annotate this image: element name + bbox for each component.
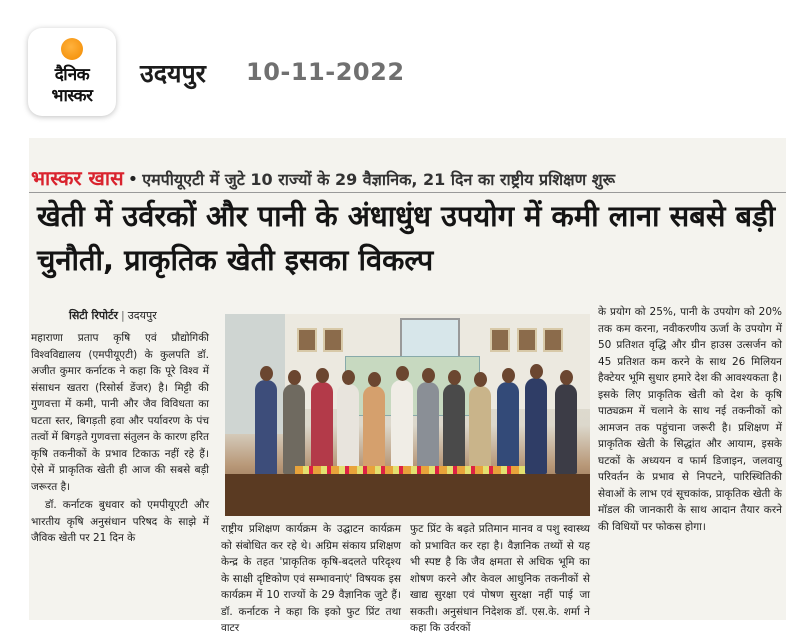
byline-separator: | — [121, 309, 125, 322]
photo-person — [417, 382, 439, 474]
photo-portrait — [490, 328, 510, 352]
article-column-3 — [410, 521, 590, 634]
edition-city: उदयपुर — [140, 59, 206, 88]
paragraph: राष्ट्रीय प्रशिक्षण कार्यक्रम के उद्घाटन कार्यक्रम को संबोधित कर रहे थे। अग्रिम संकाय प्रशिक्षण केन्द्र के तहत 'प्राकृतिक कृषि-बदलते परिदृश्य के साक्षी दृष्टिकोण एवं सम्भावनाएं' विषयक इस कार्यक्रम में 10 राज्यों के 29 वैज्ञानिक जुटे हैं। डॉ. कर्नाटक ने कहा कि इको फुट प्रिंट तथा वाटर — [221, 523, 401, 634]
newspaper-clipping[interactable] — [29, 138, 786, 634]
photo-table — [225, 474, 590, 516]
dainik-bhaskar-logo[interactable] — [28, 28, 116, 116]
photo-person — [443, 384, 465, 474]
photo-person-head — [260, 366, 273, 381]
photo-person-head — [530, 364, 543, 379]
paragraph: महाराणा प्रताप कृषि एवं प्रौद्योगिकी विश्वविद्यालय (एमपीयूएटी) के कुलपति डॉ. अजीत कुमार कर्नाटक ने कहा कि पूरे विश्व में संसाधन खतरा (रिसोर्स डेंजर) है। मिट्टी की गुणवत्ता में कमी, पानी और जैव विविधता का घटता स्तर, बिगड़ती हवा और पर्यावरण के पंच तत्वों में बिगड़ते गुणवत्ता संतुलन के कारण हरित कृषि तकनीकों के प्रभाव टिकाऊ नहीं रहे हैं। ऐसे में प्राकृतिक खेती ही आज की सबसे बड़ी जरूरत है। — [31, 332, 209, 493]
article-column-4 — [598, 304, 782, 620]
article-headline: खेती में उर्वरकों और पानी के अंधाधुंध उपयोग में कमी लाना सबसे बड़ी चुनौती, प्राकृतिक खेती इसका विकल्प — [37, 199, 776, 277]
photo-person — [555, 384, 577, 474]
photo-person-head — [396, 366, 409, 381]
photo-person-head — [502, 368, 515, 383]
section-tag: भास्कर खास — [31, 166, 124, 190]
paragraph: फुट प्रिंट के बढ़ते प्रतिमान मानव व पशु स्वास्थ्य को प्रभावित कर रहा है। वैज्ञानिक तथ्यों से यह भी स्पष्ट है कि जैव क्षमता से अधिक भूमि का शोषण करने और केवल आधुनिक तकनीकों से खाद्य सुरक्षा एवं पोषण सुरक्षा नहीं पाई जा सकती। अनुसंधान निदेशक डॉ. एस.के. शर्मा ने कहा कि उर्वरकों — [410, 523, 590, 634]
logo-text-line1: दैनिक — [54, 65, 90, 85]
photo-person — [391, 380, 413, 474]
bullet-separator: • — [127, 169, 139, 190]
photo-person — [363, 386, 385, 474]
photo-portrait — [297, 328, 317, 352]
photo-person-head — [474, 372, 487, 387]
photo-screen — [400, 318, 460, 358]
logo-text-line2: भास्कर — [51, 86, 93, 106]
photo-person-head — [448, 370, 461, 385]
photo-person — [311, 382, 333, 474]
article-column-2 — [221, 521, 401, 634]
sun-icon — [61, 38, 83, 60]
photo-portrait — [323, 328, 343, 352]
article-column-1 — [31, 330, 209, 620]
byline — [69, 308, 157, 323]
article-strap — [31, 164, 783, 192]
photo-person-head — [342, 370, 355, 385]
paragraph: डॉ. कर्नाटक बुधवार को एमपीयूएटी और भारतीय कृषि अनुसंधान परिषद के साझे में जैविक खेती पर 21 दिन के — [31, 499, 209, 544]
edition-date: 10-11-2022 — [246, 58, 405, 86]
photo-person — [497, 382, 519, 474]
photo-person-head — [560, 370, 573, 385]
photo-person — [525, 378, 547, 474]
byline-city: उदयपुर — [127, 309, 157, 322]
paragraph: के प्रयोग को 25%, पानी के उपयोग को 20% तक कम करना, नवीकरणीय ऊर्जा के उपयोग में 50 प्रतिशत वृद्धि और ग्रीन हाउस उत्सर्जन को 45 प्रतिशत कम करने के साथ 26 मिलियन हैक्टेयर भूमि सुधार हमारे देश की आवश्यकता है। इसके लिए प्राकृतिक खेती को देश के कृषि पाठ्यक्रम में चलाने के साथ नई तकनीकों को आमजन तक पहुंचाना जरूरी है। प्रशिक्षण में प्राकृतिक खेती के सिद्धांत और आयाम, इसके घटकों के अध्ययन व फार्म डिजाइन, जलवायु परिवर्तन के प्रभाव से निपटने, पारिस्थितिकी सेवाओं के लाभ एवं सूचकांक, प्राकृतिक खेती के मॉडल की जानकारी के साथ आदान तैयार करने की विधियों पर फोकस होगा। — [598, 306, 782, 533]
article-photo[interactable] — [225, 314, 590, 516]
photo-person — [469, 386, 491, 474]
photo-person-head — [316, 368, 329, 383]
app-header — [0, 0, 789, 138]
photo-person-head — [288, 370, 301, 385]
photo-portrait — [543, 328, 563, 352]
byline-reporter: सिटी रिपोर्टर — [69, 309, 118, 322]
photo-person-head — [368, 372, 381, 387]
article-deck: एमपीयूएटी में जुटे 10 राज्यों के 29 वैज्ञानिक, 21 दिन का राष्ट्रीय प्रशिक्षण शुरू — [142, 170, 616, 189]
photo-person — [337, 384, 359, 474]
photo-person-head — [422, 368, 435, 383]
divider — [29, 192, 786, 193]
photo-person — [255, 380, 277, 475]
photo-portrait — [517, 328, 537, 352]
photo-person — [283, 384, 305, 474]
